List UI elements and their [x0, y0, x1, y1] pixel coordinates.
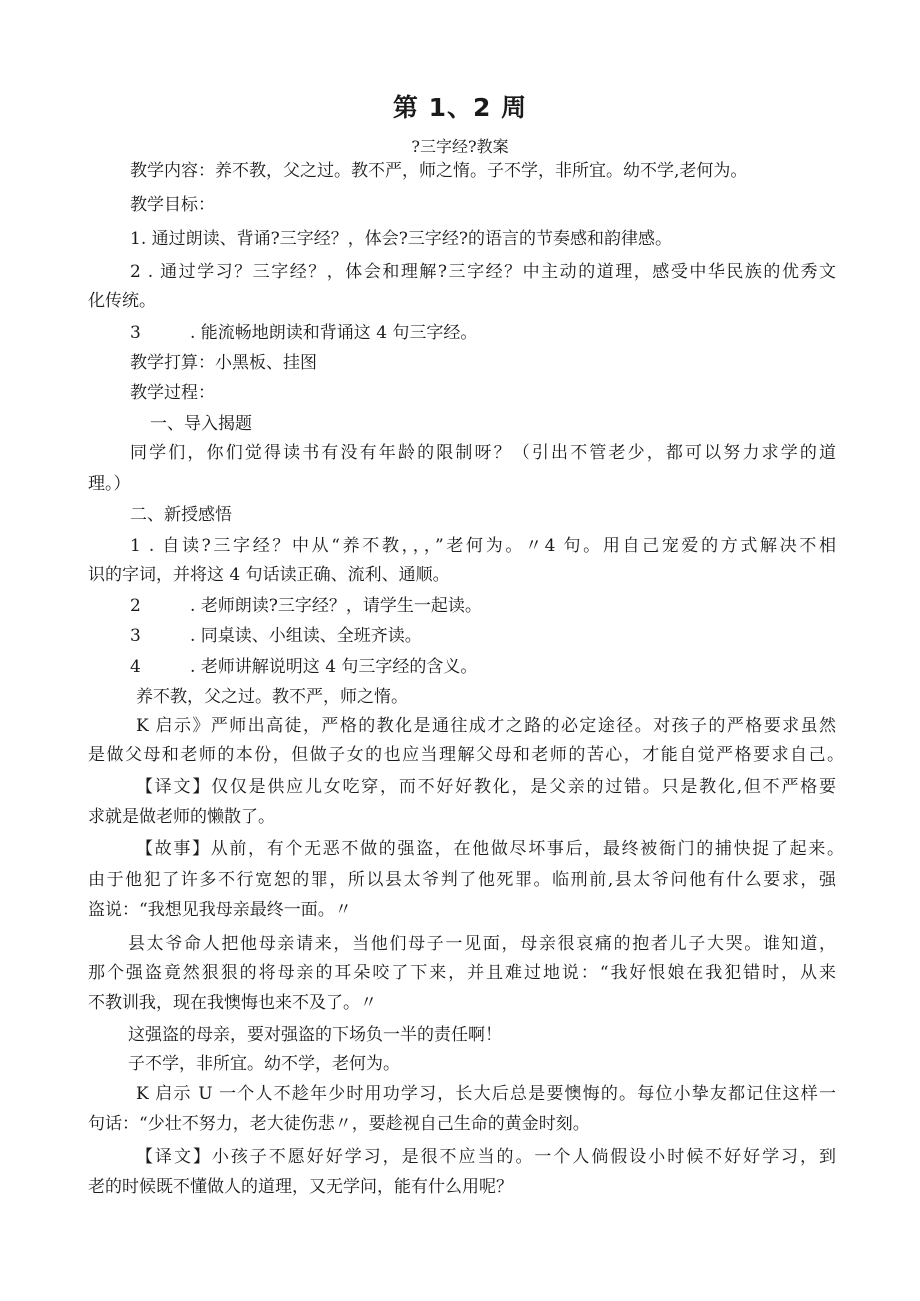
preparation: 教学打算：小黑板、挂图: [130, 353, 317, 373]
objective-3: . 能流畅地朗读和背诵这 4 句三字经。: [190, 323, 478, 343]
page-subtitle: ?三字经?教案: [411, 137, 509, 156]
translation-2: 【译文】小孩子不愿好好学习，是很不应当的。一个人倘假设小时候不好好学习，到: [136, 1147, 836, 1167]
page-title: 第 1、2 周: [392, 93, 528, 122]
process-heading: 教学过程：: [130, 383, 215, 403]
intro-question-cont: 理。）: [88, 474, 131, 494]
objective-3-number: 3: [130, 323, 141, 343]
story-2: 由于他犯了许多不行宽恕的罪，所以县太爷判了他死罪。临刑前,县太爷问他有什么要求，强: [88, 870, 836, 890]
insight-2: K 启示 U 一个人不趁年少时用功学习，长大后总是要懊悔的。每位小挚友都记住这样一: [136, 1084, 836, 1104]
step-2: . 老师朗读?三字经？，请学生一起读。: [190, 596, 482, 616]
verse-1: 养不教，父之过。教不严，师之惰。: [136, 687, 408, 707]
section-2-heading: 二、新授感悟: [130, 505, 232, 525]
insight-2-cont: 句话：“少壮不努力，老大徒伤悲〃，要趁视自己生命的黄金时刻。: [88, 1114, 590, 1134]
translation-2-cont: 老的时候既不懂做人的道理，又无学问，能有什么用呢？: [88, 1177, 513, 1197]
step-4-number: 4: [130, 657, 141, 677]
section-1-heading: 一、导入揭题: [150, 414, 252, 434]
objective-2-cont: 化传统。: [88, 291, 156, 311]
insight-1-cont: 是做父母和老师的本份，但做子女的也应当理解父母和老师的苦心，才能自觉严格要求自己。: [88, 745, 844, 765]
translation-1: 【译文】仅仅是供应儿女吃穿，而不好好教化，是父亲的过错。只是教化,但不严格要: [136, 777, 836, 797]
story-6: 不教训我，现在我懊悔也来不及了。〃: [88, 993, 377, 1013]
intro-question: 同学们，你们觉得读书有没有年龄的限制呀？（引出不管老少，都可以努力求学的道: [130, 443, 836, 463]
objective-2: 2 . 通过学习？三字经？，体会和理解?三字经？中主动的道理，感受中华民族的优秀文: [130, 262, 836, 282]
step-3: . 同桌读、小组读、全班齐读。: [190, 626, 422, 646]
objectives-heading: 教学目标：: [130, 195, 215, 215]
verse-2: 子不学，非所宜。幼不学，老何为。: [128, 1054, 400, 1074]
step-1-cont: 识的字词，并将这 4 句话读正确、流利、通顺。: [88, 565, 450, 585]
story-1: 【故事】从前，有个无恶不做的强盗，在他做尽坏事后，最终被衙门的捕快捉了起来。: [136, 839, 844, 859]
story-conclusion: 这强盗的母亲，要对强盗的下场负一半的责任啊！: [128, 1025, 502, 1045]
step-3-number: 3: [130, 626, 141, 646]
story-5: 那个强盗竟然狠狠的将母亲的耳朵咬了下来，并且难过地说：“我好恨娘在我犯错时，从来: [88, 963, 836, 983]
translation-1-cont: 求就是做老师的懒散了。: [88, 807, 275, 827]
insight-1: K 启示》严师出高徒，严格的教化是通往成才之路的必定途径。对孩子的严格要求虽然: [136, 716, 836, 736]
story-3: 盗说：“我想见我母亲最终一面。〃: [88, 900, 352, 920]
step-1: 1 . 自读?三字经？中从“养不教，，，”老何为。〃4 句。用自己宠爱的方式解决不相: [130, 536, 836, 556]
step-2-number: 2: [130, 596, 141, 616]
story-4: 县太爷命人把他母亲请来，当他们母子一见面，母亲很哀痛的抱者儿子大哭。谁知道，: [128, 934, 836, 954]
teaching-content: 教学内容：养不教，父之过。教不严，师之惰。子不学，非所宜。幼不学,老何为。: [130, 161, 748, 181]
objective-1: 1. 通过朗读、背诵?三字经？，体会?三字经?的语言的节奏感和韵律感。: [130, 229, 672, 249]
step-4: . 老师讲解说明这 4 句三字经的含义。: [190, 657, 478, 677]
